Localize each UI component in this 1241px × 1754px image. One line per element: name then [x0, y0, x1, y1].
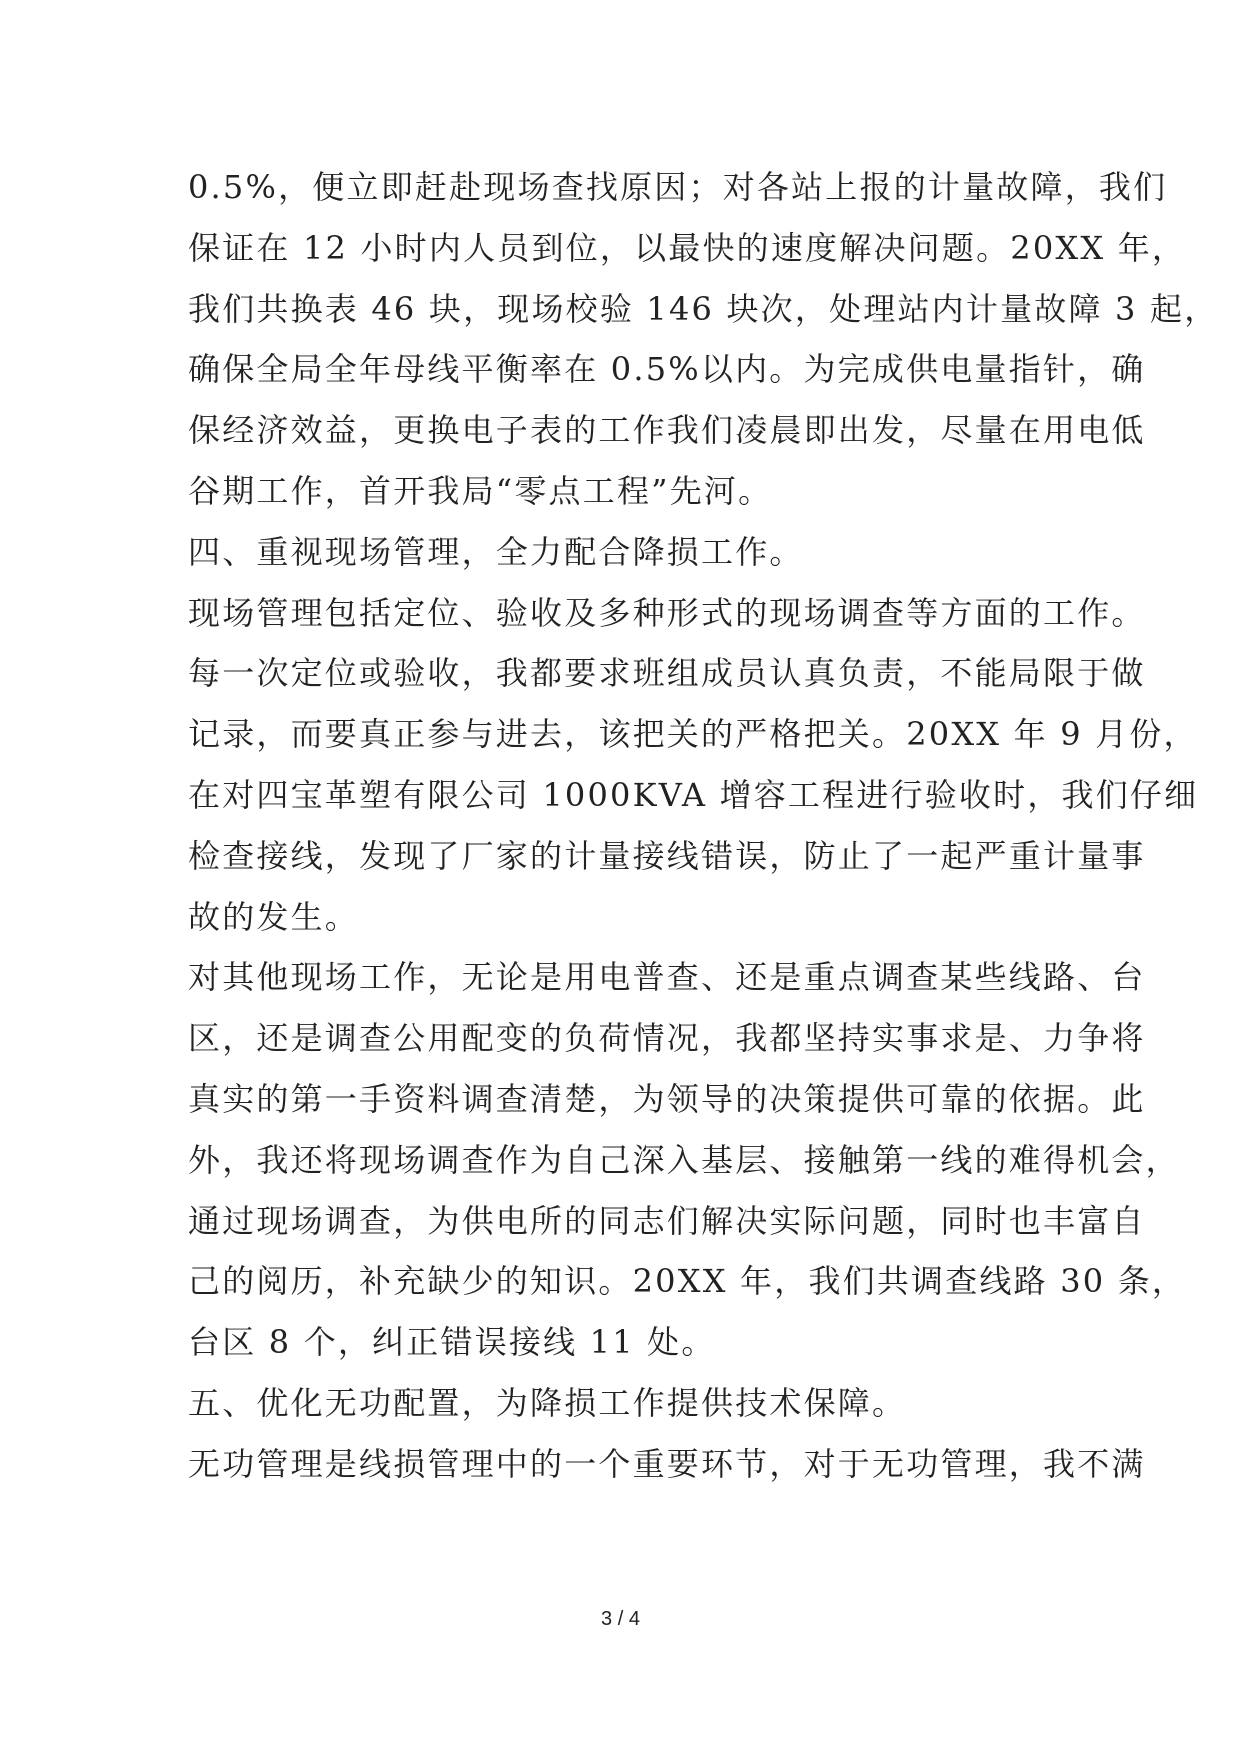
text-line: 己的阅历，补充缺少的知识。20XX 年，我们共调查线路 30 条，: [188, 1262, 1187, 1301]
page-number: 3 / 4: [601, 1608, 640, 1630]
text-line: 通过现场调查，为供电所的同志们解决实际问题，同时也丰富自: [188, 1201, 1146, 1240]
text-line: 我们共换表 46 块，现场校验 146 块次，处理站内计量故障 3 起，: [188, 289, 1219, 328]
text-line: 故的发生。: [188, 897, 360, 936]
section-heading: 四、重视现场管理，全力配合降损工作。: [188, 532, 804, 571]
text-line: 在对四宝革塑有限公司 1000KVA 增容工程进行验收时，我们仔细: [188, 775, 1199, 814]
text-line: 无功管理是线损管理中的一个重要环节，对于无功管理，我不满: [188, 1444, 1146, 1483]
text-line: 确保全局全年母线平衡率在 0.5%以内。为完成供电量指针，确: [188, 350, 1146, 389]
text-line: 台区 8 个，纠正错误接线 11 处。: [188, 1323, 716, 1362]
text-line: 现场管理包括定位、验收及多种形式的现场调查等方面的工作。: [188, 593, 1146, 632]
text-line: 区，还是调查公用配变的负荷情况，我都坚持实事求是、力争将: [188, 1019, 1146, 1058]
text-line: 每一次定位或验收，我都要求班组成员认真负责，不能局限于做: [188, 654, 1146, 693]
text-line: 真实的第一手资料调查清楚，为领导的决策提供可靠的依据。此: [188, 1079, 1146, 1118]
body-text: [188, 157, 1219, 1495]
text-line: 外，我还将现场调查作为自己深入基层、接触第一线的难得机会，: [188, 1140, 1180, 1179]
text-line: 记录，而要真正参与进去，该把关的严格把关。20XX 年 9 月份，: [188, 715, 1198, 754]
text-line: 0.5%，便立即赶赴现场查找原因；对各站上报的计量故障，我们: [188, 168, 1168, 206]
section-heading: 五、优化无功配置，为降损工作提供技术保障。: [188, 1383, 907, 1422]
text-line: 谷期工作，首开我局“零点工程”先河。: [188, 471, 773, 510]
text-line: 对其他现场工作，无论是用电普查、还是重点调查某些线路、台: [188, 958, 1146, 997]
text-line: 保证在 12 小时内人员到位，以最快的速度解决问题。20XX 年，: [188, 228, 1187, 267]
text-line: 检查接线，发现了厂家的计量接线错误，防止了一起严重计量事: [188, 836, 1146, 875]
text-line: 保经济效益，更换电子表的工作我们凌晨即出发，尽量在用电低: [188, 411, 1146, 450]
